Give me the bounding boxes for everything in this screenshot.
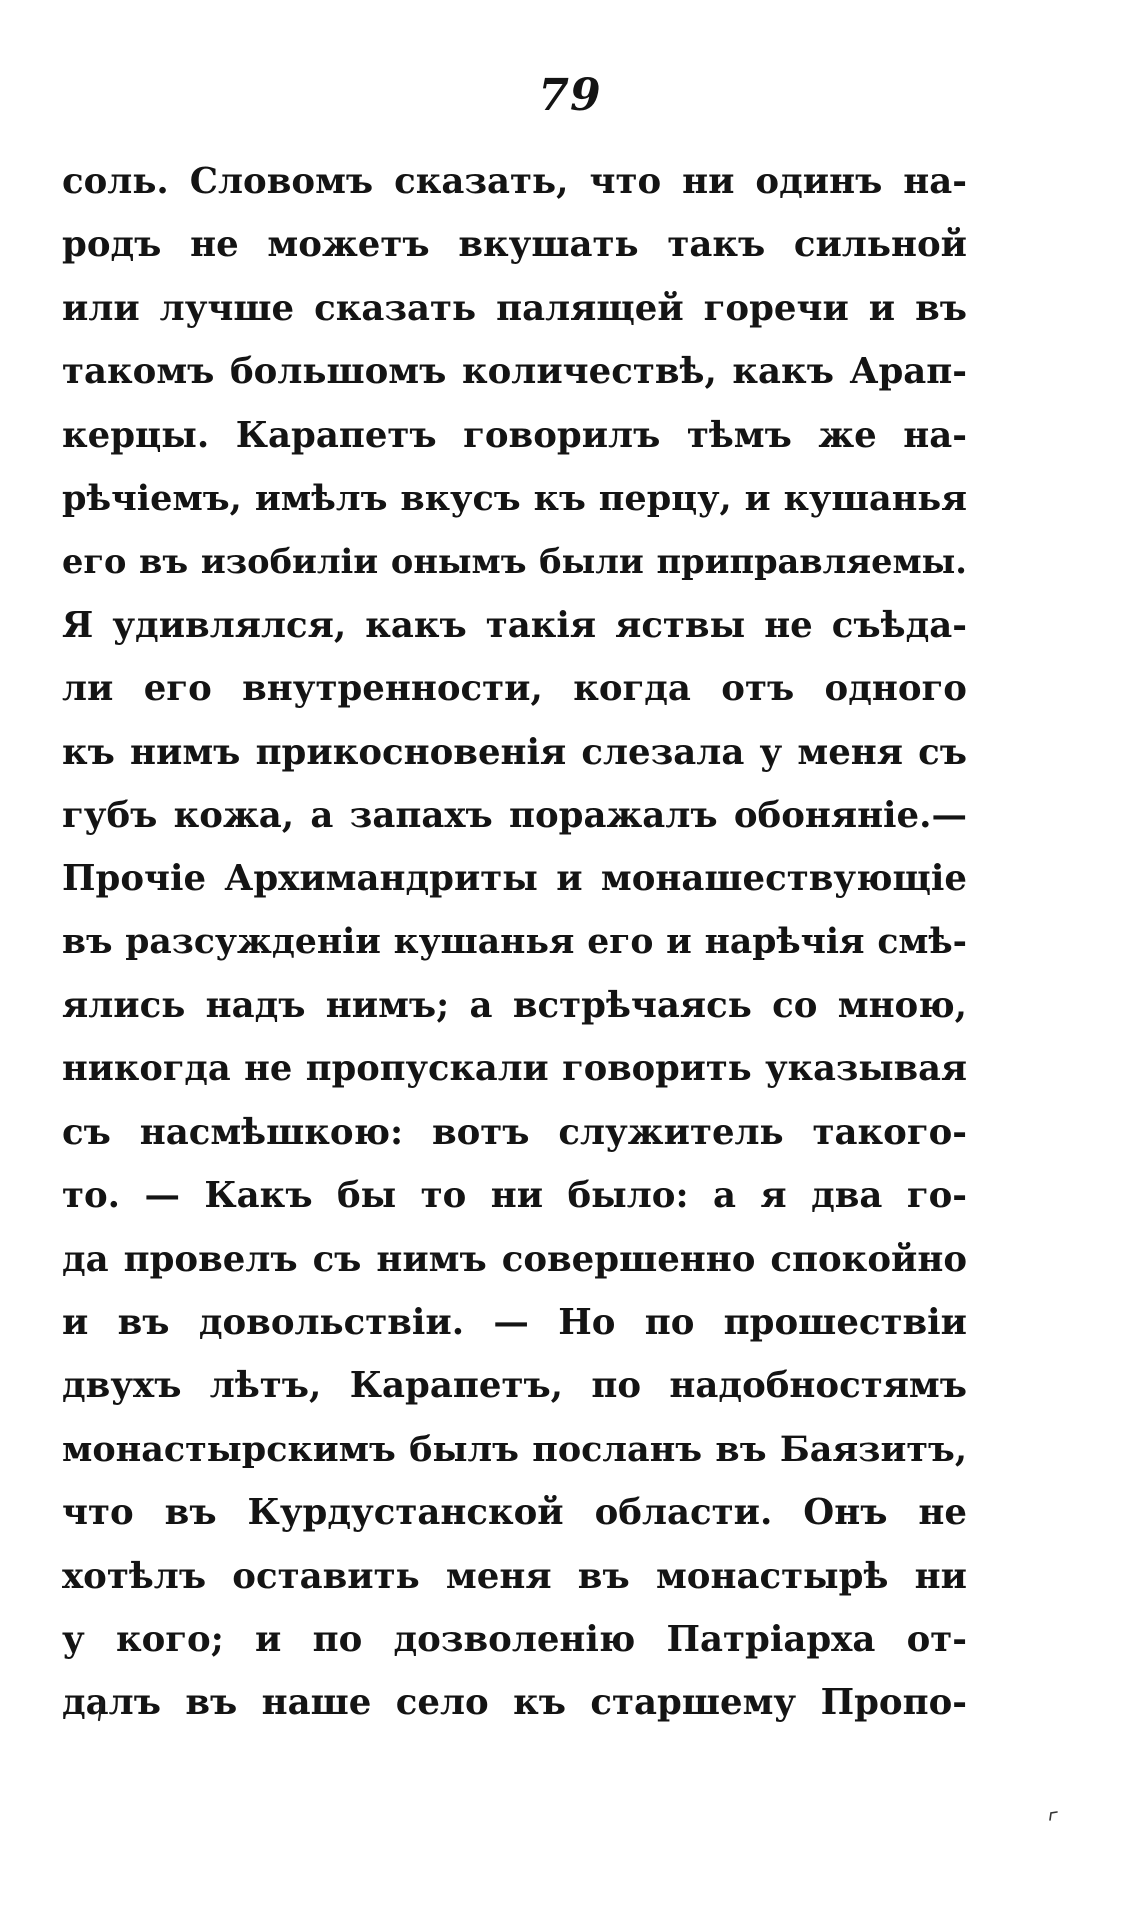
text-line: его въ изобиліи онымъ были приправляемы. (62, 541, 967, 582)
text-line: у кого; и по дозволенію Патріарха от- (62, 1618, 967, 1660)
page-number: 79 (538, 70, 602, 121)
text-line: губъ кожа, а запахъ поражалъ обоняніе.— (62, 794, 967, 836)
text-line: въ разсужденіи кушанья его и нарѣчія смѣ- (62, 921, 967, 962)
text-line: къ нимъ прикосновенія слезала у меня съ (62, 731, 967, 773)
ink-speck (1048, 1810, 1060, 1822)
ink-speck (96, 1700, 106, 1722)
text-line: да провелъ съ нимъ совершенно спокойно (62, 1238, 967, 1280)
text-line: съ насмѣшкою: вотъ служитель такого- (62, 1111, 967, 1153)
text-line: родъ не можетъ вкушать такъ сильной (62, 224, 967, 266)
text-line: монастырскимъ былъ посланъ въ Баязитъ, (62, 1428, 967, 1470)
text-line: то. — Какъ бы то ни было: а я два го- (62, 1175, 967, 1217)
text-line: ялись надъ нимъ; а встрѣчаясь со мною, (62, 985, 967, 1027)
text-line: и въ довольствіи. — Но по прошествіи (62, 1302, 967, 1344)
text-line: никогда не пропускали говорить указывая (62, 1048, 967, 1090)
text-line: соль. Словомъ сказать, что ни одинъ на- (62, 161, 967, 202)
text-line: такомъ большомъ количествѣ, какъ Арап- (62, 351, 967, 393)
text-line: двухъ лѣтъ, Карапетъ, по надобностямъ (62, 1365, 967, 1407)
text-line: рѣчіемъ, имѣлъ вкусъ къ перцу, и кушанья (62, 477, 967, 519)
text-line: керцы. Карапетъ говорилъ тѣмъ же на- (62, 414, 967, 456)
body-text (62, 150, 967, 1735)
text-line: что въ Курдустанской области. Онъ не (62, 1492, 967, 1534)
text-line: или лучше сказать палящей горечи и въ (62, 287, 967, 329)
text-line: далъ въ наше село къ старшему Пропо- (62, 1682, 967, 1724)
text-line: Я удивлялся, какъ такія яствы не съѣда- (62, 604, 967, 646)
text-line: Прочіе Архимандриты и монашествующіе (62, 858, 967, 900)
text-line: хотѣлъ оставить меня въ монастырѣ ни (62, 1555, 967, 1597)
text-line: ли его внутренности, когда отъ одного (62, 668, 967, 710)
